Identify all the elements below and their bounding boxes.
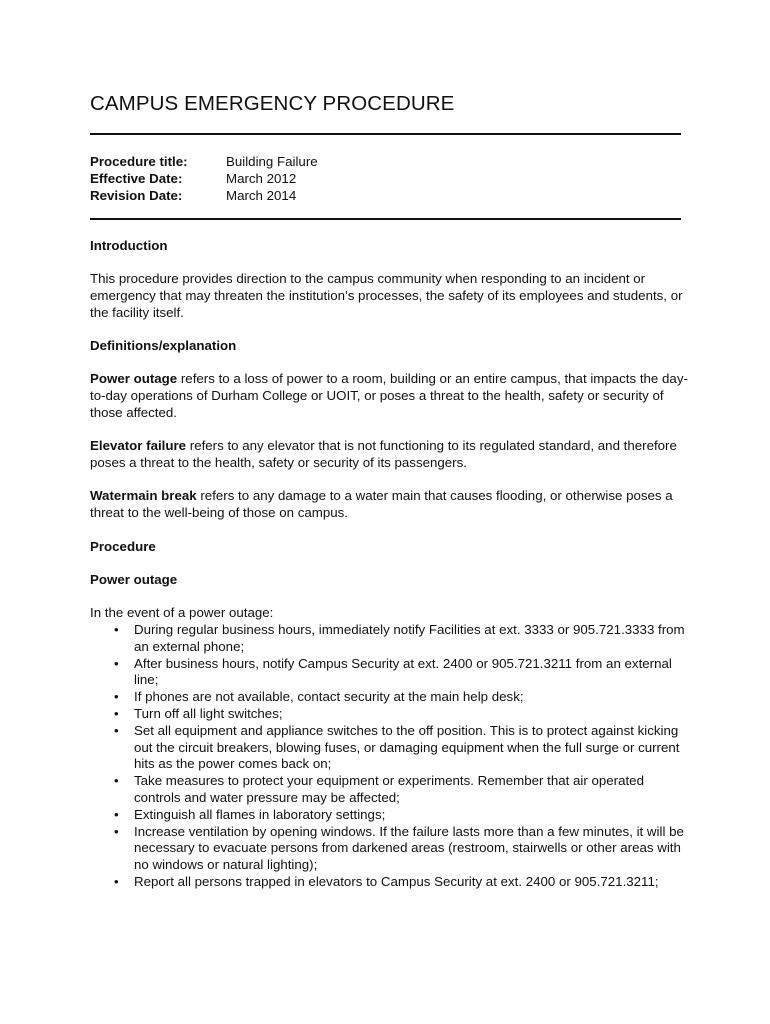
power-outage-intro: In the event of a power outage: bbox=[90, 605, 274, 621]
meta-value: March 2014 bbox=[226, 188, 297, 203]
list-item bbox=[114, 723, 690, 773]
step-text: Set all equipment and appliance switches to the off position. This is to protect against kicking out the circuit breakers, blowing fuses, or damaging equipment when the full surge or current hits as the power comes back on; bbox=[134, 722, 680, 772]
step-text: Extinguish all flames in laboratory settings; bbox=[134, 806, 386, 822]
bullet-icon: • bbox=[114, 773, 119, 789]
page-title: CAMPUS EMERGENCY PROCEDURE bbox=[90, 92, 455, 115]
definition-watermain-break bbox=[90, 488, 690, 522]
bullet-icon: • bbox=[114, 806, 119, 822]
meta-label: Revision Date: bbox=[90, 188, 183, 203]
step-text: Increase ventilation by opening windows. If the failure lasts more than a few minutes, it will be necessary to evacuate persons from darkened areas (restroom, stairwells or other areas with no windows or natural lighting); bbox=[134, 823, 684, 873]
definition-elevator-failure bbox=[90, 438, 690, 472]
definition-power-outage bbox=[90, 371, 690, 421]
bullet-icon: • bbox=[114, 873, 119, 889]
meta-value: March 2012 bbox=[226, 171, 297, 186]
meta-label: Procedure title: bbox=[90, 154, 188, 169]
list-item bbox=[114, 807, 690, 824]
procedure-heading: Procedure bbox=[90, 538, 156, 554]
list-item bbox=[114, 656, 690, 690]
definition-term: Elevator failure bbox=[90, 438, 187, 454]
power-outage-heading: Power outage bbox=[90, 571, 178, 587]
list-item bbox=[114, 706, 690, 723]
step-text: During regular business hours, immediately notify Facilities at ext. 3333 or 905.721.3333 from an external phone; bbox=[134, 621, 685, 654]
list-item bbox=[114, 622, 690, 656]
meta-row-revision-date bbox=[90, 187, 318, 204]
introduction-text: This procedure provides direction to the campus community when responding to an incident or emergency that may threaten the institution’s processes, the safety of its employees and students, or the facility itself. bbox=[90, 271, 683, 320]
step-text: After business hours, notify Campus Security at ext. 2400 or 905.721.3211 from an external line; bbox=[134, 655, 672, 688]
step-text: If phones are not available, contact security at the main help desk; bbox=[134, 689, 524, 705]
meta-row-title bbox=[90, 153, 318, 170]
introduction-heading: Introduction bbox=[90, 238, 168, 253]
divider-bottom bbox=[90, 218, 681, 220]
bullet-icon: • bbox=[114, 621, 119, 637]
step-text: Report all persons trapped in elevators to Campus Security at ext. 2400 or 905.721.3211; bbox=[134, 873, 659, 889]
bullet-icon: • bbox=[114, 705, 119, 721]
definition-term: Power outage bbox=[90, 371, 178, 387]
bullet-icon: • bbox=[114, 722, 119, 738]
divider-top bbox=[90, 133, 681, 135]
definition-text: refers to any damage to a water main that causes flooding, or otherwise poses a threat to the well-being of those on campus. bbox=[90, 488, 673, 521]
document-body bbox=[90, 238, 690, 891]
definition-term: Watermain break bbox=[90, 488, 197, 504]
bullet-icon: • bbox=[114, 823, 119, 839]
definition-text: refers to any elevator that is not functioning to its regulated standard, and therefore poses a threat to the health, safety or security of its passengers. bbox=[90, 438, 677, 471]
list-item bbox=[114, 773, 690, 807]
bullet-icon: • bbox=[114, 689, 119, 705]
definitions-heading: Definitions/explanation bbox=[90, 338, 237, 354]
bullet-icon: • bbox=[114, 655, 119, 671]
meta-row-effective-date bbox=[90, 170, 318, 187]
list-item bbox=[114, 874, 690, 891]
power-outage-steps bbox=[90, 622, 690, 891]
list-item bbox=[114, 824, 690, 874]
meta-value: Building Failure bbox=[226, 154, 318, 169]
list-item bbox=[114, 689, 690, 706]
step-text: Take measures to protect your equipment or experiments. Remember that air operated controls and water pressure may be affected; bbox=[134, 773, 644, 805]
step-text: Turn off all light switches; bbox=[134, 705, 283, 721]
definition-text: refers to a loss of power to a room, building or an entire campus, that impacts the day-to-day operations of Durham College or UOIT, or poses a threat to the health, safety or security of those affected. bbox=[90, 371, 688, 421]
procedure-meta bbox=[90, 153, 318, 204]
meta-label: Effective Date: bbox=[90, 171, 183, 186]
